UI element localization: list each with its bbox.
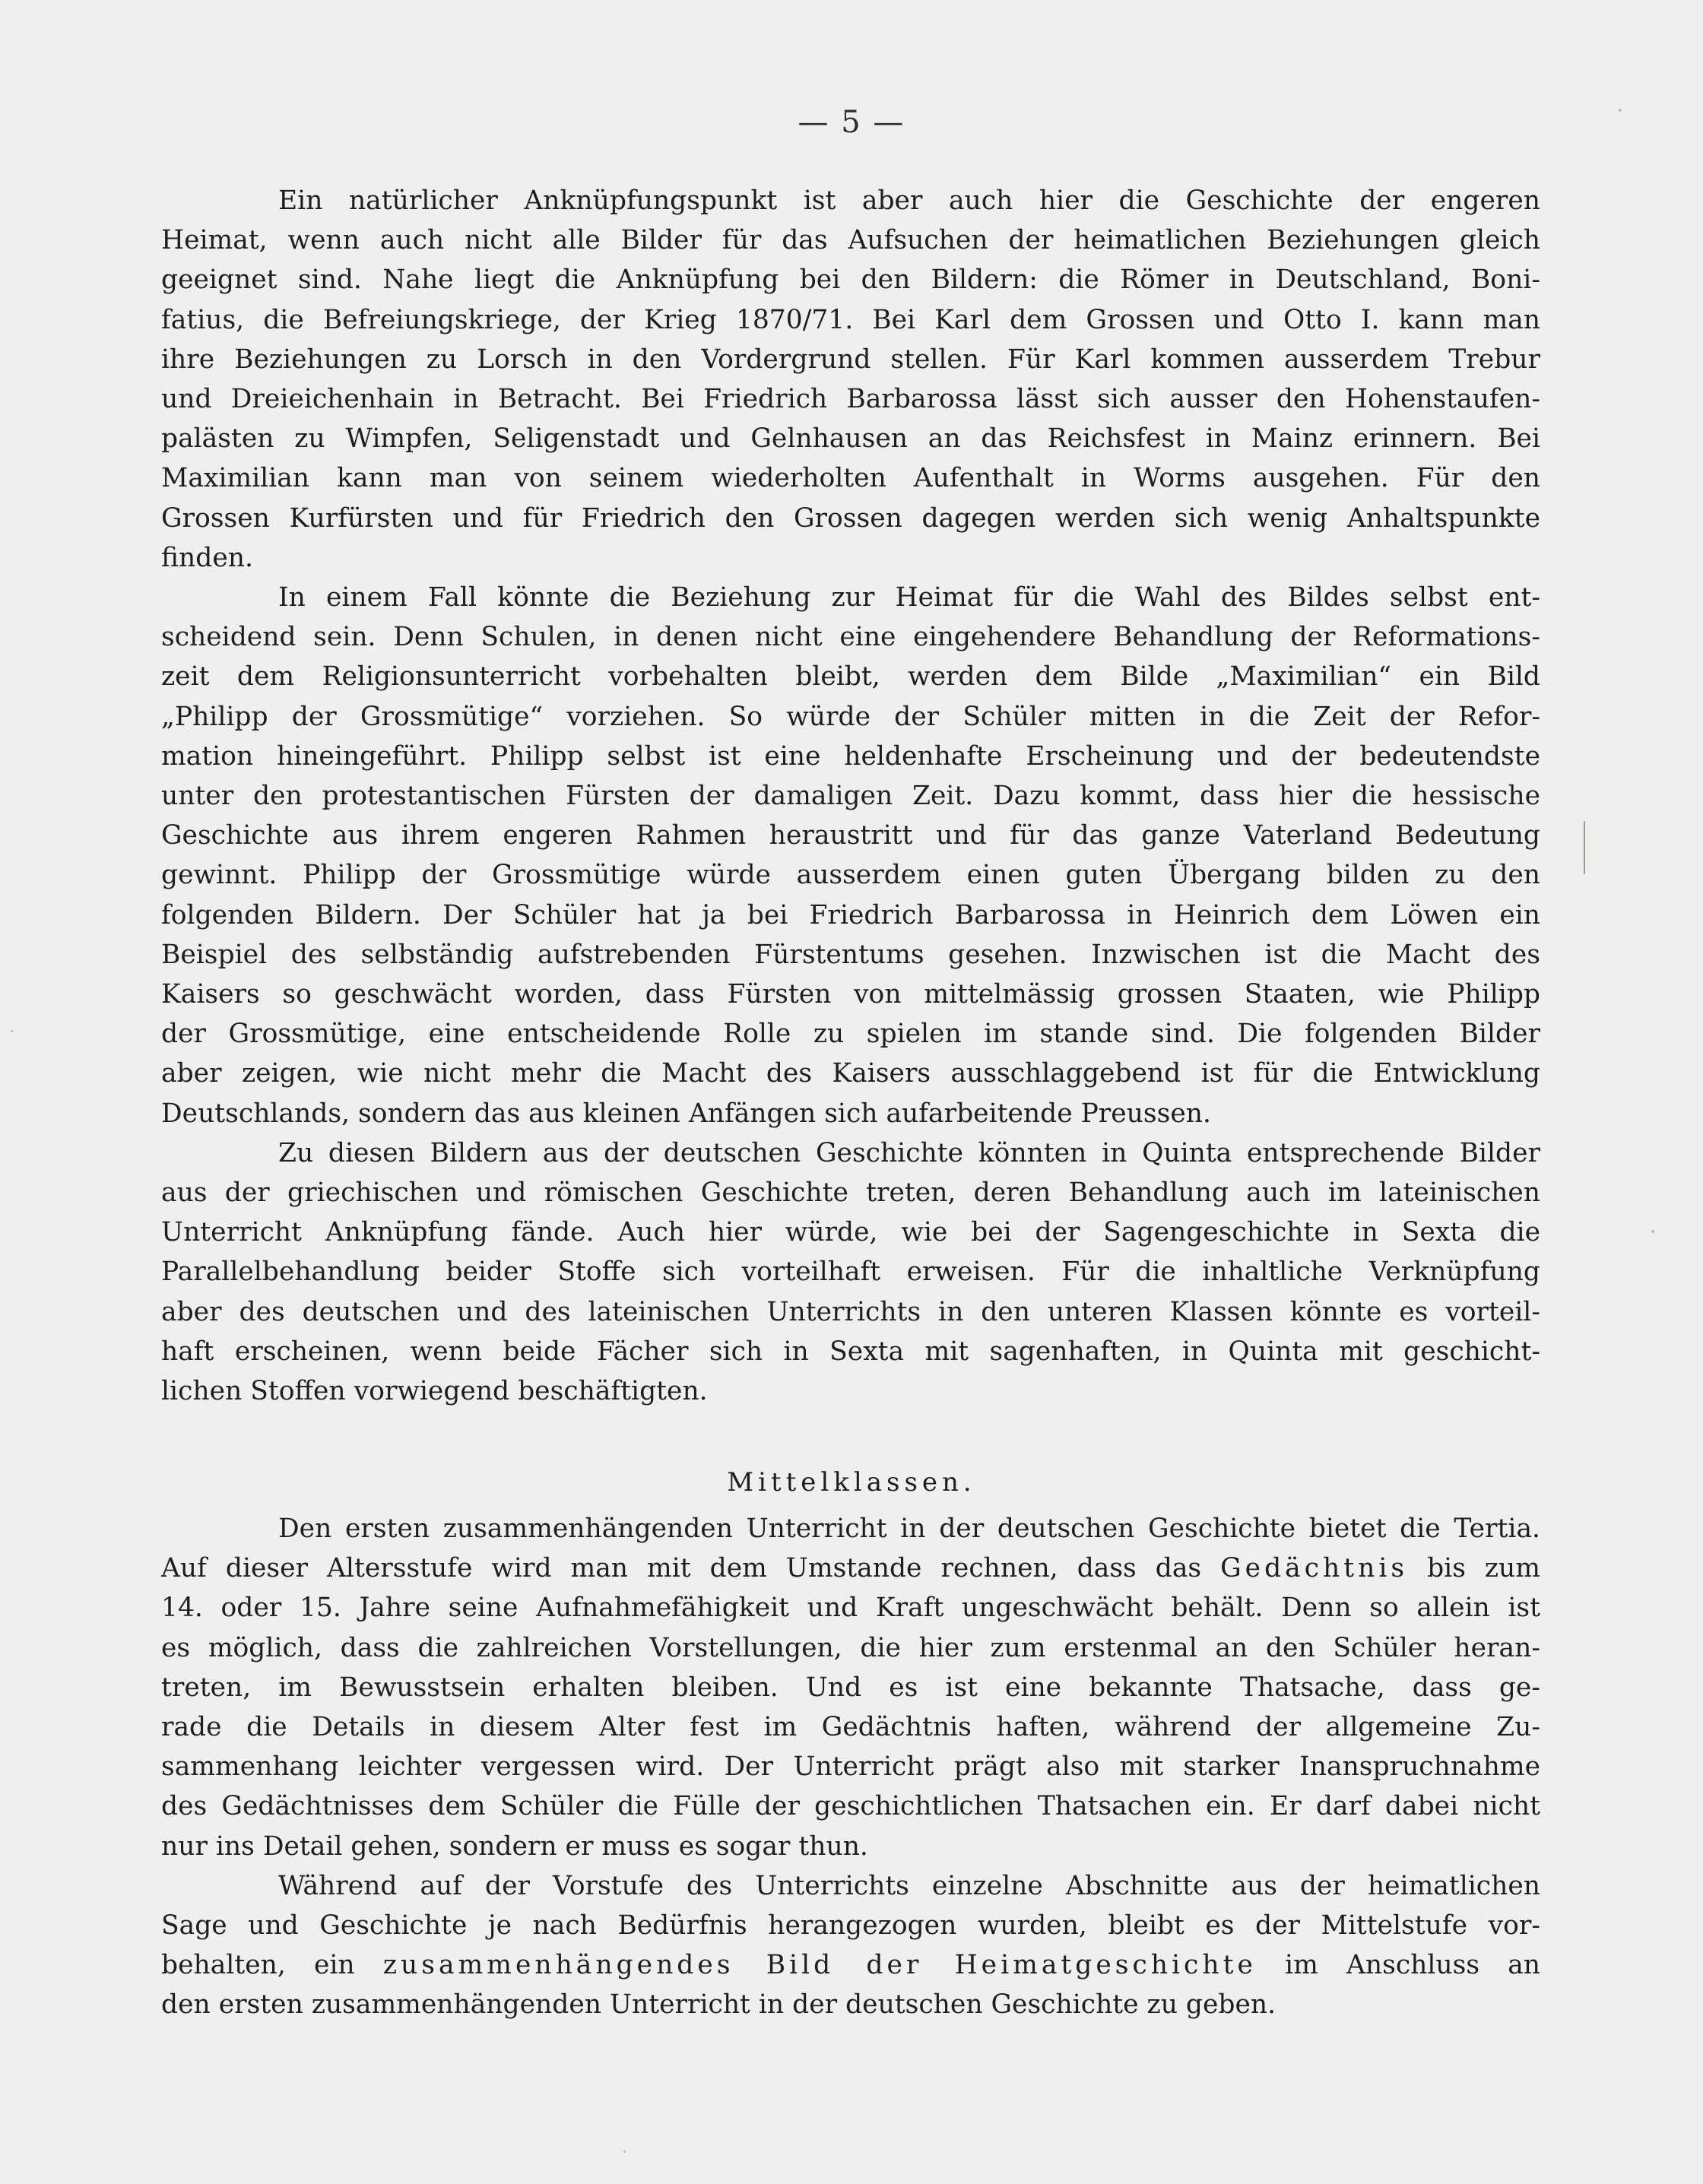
text-line: 14. oder 15. Jahre seine Aufnahmefähigkeit und Kraft ungeschwächt behält. Denn so allein ist <box>161 1593 1540 1624</box>
text-fragment: Auf dieser Altersstufe wird man mit dem Umstande rechnen, dass das <box>161 1553 1202 1584</box>
text-line: Deutschlands, sondern das aus kleinen Anfängen sich aufarbeitende Preussen. <box>161 1098 1211 1129</box>
text-line: Zu diesen Bildern aus der deutschen Geschichte könnten in Quinta entsprechende Bilder <box>278 1137 1540 1168</box>
text-line: sammenhang leichter vergessen wird. Der Unterricht prägt also mit starker Inanspruchnahme <box>161 1751 1540 1783</box>
text-line: Parallelbehandlung beider Stoffe sich vorteilhaft erweisen. Für die inhaltliche Verknüpfung <box>161 1257 1540 1288</box>
section-heading-mittelklassen: Mittelklassen. <box>727 1467 976 1498</box>
text-line: finden. <box>161 542 253 573</box>
text-line: es möglich, dass die zahlreichen Vorstellungen, die hier zum erstenmal an den Schüler heran- <box>161 1632 1540 1663</box>
text-line: aus der griechischen und römischen Geschichte treten, deren Behandlung auch im lateinischen <box>161 1178 1540 1209</box>
text-line: unter den protestantischen Fürsten der damaligen Zeit. Dazu kommt, dass hier die hessische <box>161 781 1540 812</box>
paper-speck <box>11 1030 13 1032</box>
text-line: der Grossmütige, eine entscheidende Rolle zu spielen im stande sind. Die folgenden Bilder <box>161 1019 1540 1050</box>
text-line: scheidend sein. Denn Schulen, in denen nicht eine eingehendere Behandlung der Reformations- <box>161 622 1540 653</box>
text-line: In einem Fall könnte die Beziehung zur Heimat für die Wahl des Bildes selbst ent- <box>278 582 1540 613</box>
text-line: ihre Beziehungen zu Lorsch in den Vordergrund stellen. Für Karl kommen ausserdem Trebur <box>161 344 1540 375</box>
text-line: Grossen Kurfürsten und für Friedrich den Grossen dagegen werden sich wenig Anhaltspunkte <box>161 502 1540 534</box>
text-line <box>161 1945 1540 1985</box>
text-line: gewinnt. Philipp der Grossmütige würde ausserdem einen guten Übergang bilden zu den <box>161 860 1540 891</box>
emphasized-term: Gedächtnis <box>1220 1553 1409 1584</box>
text-line: Kaisers so geschwächt worden, dass Fürsten von mittelmässig grossen Staaten, wie Philipp <box>161 979 1540 1010</box>
paper-speck <box>1651 1230 1654 1233</box>
text-line: den ersten zusammenhängenden Unterricht in der deutschen Geschichte zu geben. <box>161 1989 1276 2021</box>
emphasized-phrase: zusammenhängendes Bild der Heimatgeschichte <box>382 1950 1257 1981</box>
text-line: Heimat, wenn auch nicht alle Bilder für das Aufsuchen der heimatlichen Beziehungen gleich <box>161 225 1540 256</box>
text-line: lichen Stoffen vorwiegend beschäftigten. <box>161 1376 708 1407</box>
text-line: aber zeigen, wie nicht mehr die Macht des Kaisers ausschlaggebend ist für die Entwicklung <box>161 1058 1540 1089</box>
text-line: „Philipp der Grossmütige“ vorziehen. So würde der Schüler mitten in die Zeit der Refor- <box>161 701 1540 732</box>
text-line: Ein natürlicher Anknüpfungspunkt ist aber auch hier die Geschichte der engeren <box>278 185 1540 216</box>
text-line: palästen zu Wimpfen, Seligenstadt und Gelnhausen an das Reichsfest in Mainz erinnern. Bei <box>161 423 1540 455</box>
paragraph-3 <box>161 1133 1540 1411</box>
paper-speck <box>1619 109 1622 112</box>
text-fragment: behalten, ein <box>161 1950 355 1981</box>
text-line <box>161 1548 1540 1588</box>
paragraph-1 <box>161 181 1540 578</box>
page-number: — 5 — <box>798 105 905 140</box>
text-fragment: im Anschluss an <box>1285 1950 1540 1981</box>
text-line: folgenden Bildern. Der Schüler hat ja bei Friedrich Barbarossa in Heinrich dem Löwen ein <box>161 899 1540 930</box>
scan-edge-mark <box>1584 821 1585 874</box>
paper-speck <box>623 2151 626 2153</box>
text-line: und Dreieichenhain in Betracht. Bei Friedrich Barbarossa lässt sich ausser den Hohenstaufen- <box>161 384 1540 415</box>
text-line: aber des deutschen und des lateinischen Unterrichts in den unteren Klassen könnte es vorteil- <box>161 1296 1540 1327</box>
text-line: zeit dem Religionsunterricht vorbehalten bleibt, werden dem Bilde „Maximilian“ ein Bild <box>161 661 1540 693</box>
section-mittelklassen-text <box>161 1509 1540 2025</box>
section-intro-text <box>161 181 1540 1411</box>
paragraph-5 <box>161 1866 1540 2025</box>
text-line: treten, im Bewusstsein erhalten bleiben. Und es ist eine bekannte Thatsache, dass ge- <box>161 1672 1540 1703</box>
text-line: mation hineingeführt. Philipp selbst ist eine heldenhafte Erscheinung und der bedeutendste <box>161 740 1540 772</box>
text-fragment: bis zum <box>1427 1553 1540 1584</box>
text-line: rade die Details in diesem Alter fest im Gedächtnis haften, während der allgemeine Zu- <box>161 1712 1540 1743</box>
text-line: haft erscheinen, wenn beide Fächer sich in Sexta mit sagenhaften, in Quinta mit geschicht- <box>161 1336 1540 1367</box>
text-line: Beispiel des selbständig aufstrebenden Fürstentums gesehen. Inzwischen ist die Macht des <box>161 939 1540 970</box>
text-line: des Gedächtnisses dem Schüler die Fülle der geschichtlichen Thatsachen ein. Er darf dabei nicht <box>161 1791 1540 1822</box>
paragraph-4 <box>161 1509 1540 1866</box>
paragraph-2 <box>161 578 1540 1133</box>
text-line: nur ins Detail gehen, sondern er muss es sogar thun. <box>161 1831 868 1862</box>
text-line: fatius, die Befreiungskriege, der Krieg 1870/71. Bei Karl dem Grossen und Otto I. kann man <box>161 304 1540 335</box>
text-line: Geschichte aus ihrem engeren Rahmen heraustritt und für das ganze Vaterland Bedeutung <box>161 820 1540 851</box>
text-line: Den ersten zusammenhängenden Unterricht in der deutschen Geschichte bietet die Tertia. <box>278 1514 1540 1544</box>
text-line: Während auf der Vorstufe des Unterrichts einzelne Abschnitte aus der heimatlichen <box>278 1870 1540 1901</box>
text-line: Sage und Geschichte je nach Bedürfnis herangezogen wurden, bleibt es der Mittelstufe vor- <box>161 1910 1540 1942</box>
text-line: geeignet sind. Nahe liegt die Anknüpfung bei den Bildern: die Römer in Deutschland, Boni- <box>161 265 1540 296</box>
text-line: Unterricht Anknüpfung fände. Auch hier würde, wie bei der Sagengeschichte in Sexta die <box>161 1217 1540 1248</box>
text-line: Maximilian kann man von seinem wiederholten Aufenthalt in Worms ausgehen. Für den <box>161 463 1540 494</box>
